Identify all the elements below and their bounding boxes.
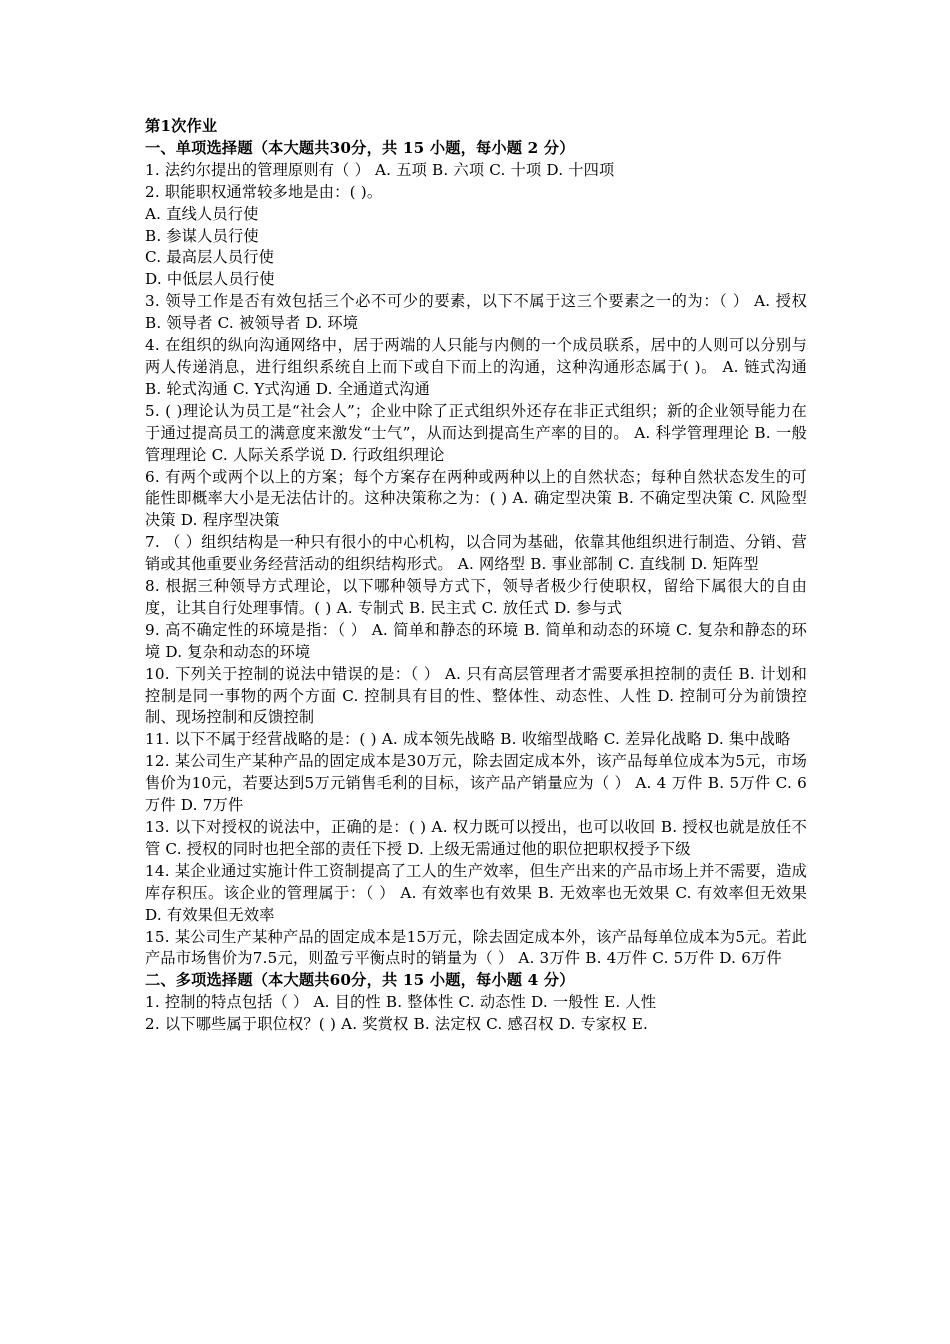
question-2-option-a: A. 直线人员行使 (145, 204, 259, 223)
question-11: 11. 以下不属于经营战略的是：( ) A. 成本领先战略 B. 收缩型战略 C. 差异化战略 D. 集中战略 (145, 730, 791, 749)
question-7: 7. （ ）组织结构是一种只有很小的中心机构，以合同为基础，依靠其他组织进行制造、分销、营销或其他重要业务经营活动的组织结构形式。 A. 网络型 B. 事业部制 C. 直线制 D. 矩阵型 (145, 533, 807, 574)
section-single-choice-heading: 一、单项选择题（本大题共30分，共 15 小题，每小题 2 分） (145, 138, 575, 157)
document-title: 第1次作业 (145, 117, 218, 135)
multi-question-2: 2. 以下哪些属于职位权？( ) A. 奖赏权 B. 法定权 C. 感召权 D. 专家权 E. (145, 1015, 649, 1034)
question-2: 2. 职能职权通常较多地是由：( )。 (145, 182, 383, 201)
question-2-option-d: D. 中低层人员行使 (145, 270, 275, 289)
question-1: 1. 法约尔提出的管理原则有（ ） A. 五项 B. 六项 C. 十项 D. 十四项 (145, 160, 615, 179)
question-13: 13. 以下对授权的说法中，正确的是：( ) A. 权力既可以授出，也可以收回 B. 授权也就是放任不管 C. 授权的同时也把全部的责任下授 D. 上级无需通过他的职位把职权授予下级 (145, 818, 807, 858)
question-10: 10. 下列关于控制的说法中错误的是：（ ） A. 只有高层管理者才需要承担控制的责任 B. 计划和控制是同一事物的两个方面 C. 控制具有目的性、整体性、动态性、人性 D. 控制可分为前馈控制、现场控制和反馈控制 (145, 664, 807, 727)
question-15: 15. 某公司生产某种产品的固定成本是15万元，除去固定成本外，该产品每单位成本为5元。若此产品市场售价为7.5元，则盈亏平衡点时的销量为（ ） A. 3万件 B. 4万件 C. 5万件 D. 6万件 (145, 927, 807, 968)
question-3: 3. 领导工作是否有效包括三个必不可少的要素，以下不属于这三个要素之一的为：（ ） A. 授权 B. 领导者 C. 被领导者 D. 环境 (145, 292, 807, 333)
section-multiple-choice-heading: 二、多项选择题（本大题共60分，共 15 小题，每小题 4 分） (145, 971, 575, 990)
document-page (145, 116, 807, 1036)
question-4: 4. 在组织的纵向沟通网络中，居于两端的人只能与内侧的一个成员联系，居中的人则可以分别与两人传递消息，进行组织系统自上而下或自下而上的沟通，这种沟通形态属于( )。 A. 链式沟通 B. 轮式沟通 C. Y式沟通 D. 全通道式沟通 (145, 336, 807, 398)
question-12: 12. 某公司生产某种产品的固定成本是30万元，除去固定成本外，该产品每单位成本为5元，市场售价为10元，若要达到5万元销售毛利的目标，该产品产销量应为（ ） A. 4 万件 B. 5万件 C. 6万件 D. 7万件 (145, 752, 807, 815)
question-2-option-b: B. 参谋人员行使 (145, 226, 259, 245)
multi-question-1: 1. 控制的特点包括（ ） A. 目的性 B. 整体性 C. 动态性 D. 一般性 E. 人性 (145, 993, 657, 1012)
question-9: 9. 高不确定性的环境是指：（ ） A. 简单和静态的环境 B. 简单和动态的环境 C. 复杂和静态的环境 D. 复杂和动态的环境 (145, 620, 807, 661)
question-8: 8. 根据三种领导方式理论，以下哪种领导方式下，领导者极少行使职权，留给下属很大的自由度，让其自行处理事情。( ) A. 专制式 B. 民主式 C. 放任式 D. 参与式 (145, 577, 807, 617)
question-14: 14. 某企业通过实施计件工资制提高了工人的生产效率，但生产出来的产品市场上并不需要，造成库存积压。该企业的管理属于：（ ） A. 有效率也有效果 B. 无效率也无效果 C. 有效率但无效果 D. 有效果但无效率 (145, 861, 807, 924)
question-2-option-c: C. 最高层人员行使 (145, 248, 275, 267)
question-6: 6. 有两个或两个以上的方案；每个方案存在两种或两种以上的自然状态；每种自然状态发生的可能性即概率大小是无法估计的。这种决策称之为：( ) A. 确定型决策 B. 不确定型决策 C. 风险型决策 D. 程序型决策 (145, 467, 807, 530)
question-5: 5. ( )理论认为员工是“社会人”；企业中除了正式组织外还存在非正式组织；新的企业领导能力在于通过提高员工的满意度来激发“士气”，从而达到提高生产率的目的。 A. 科学管理理论 B. 一般管理理论 C. 人际关系学说 D. 行政组织理论 (145, 401, 807, 464)
